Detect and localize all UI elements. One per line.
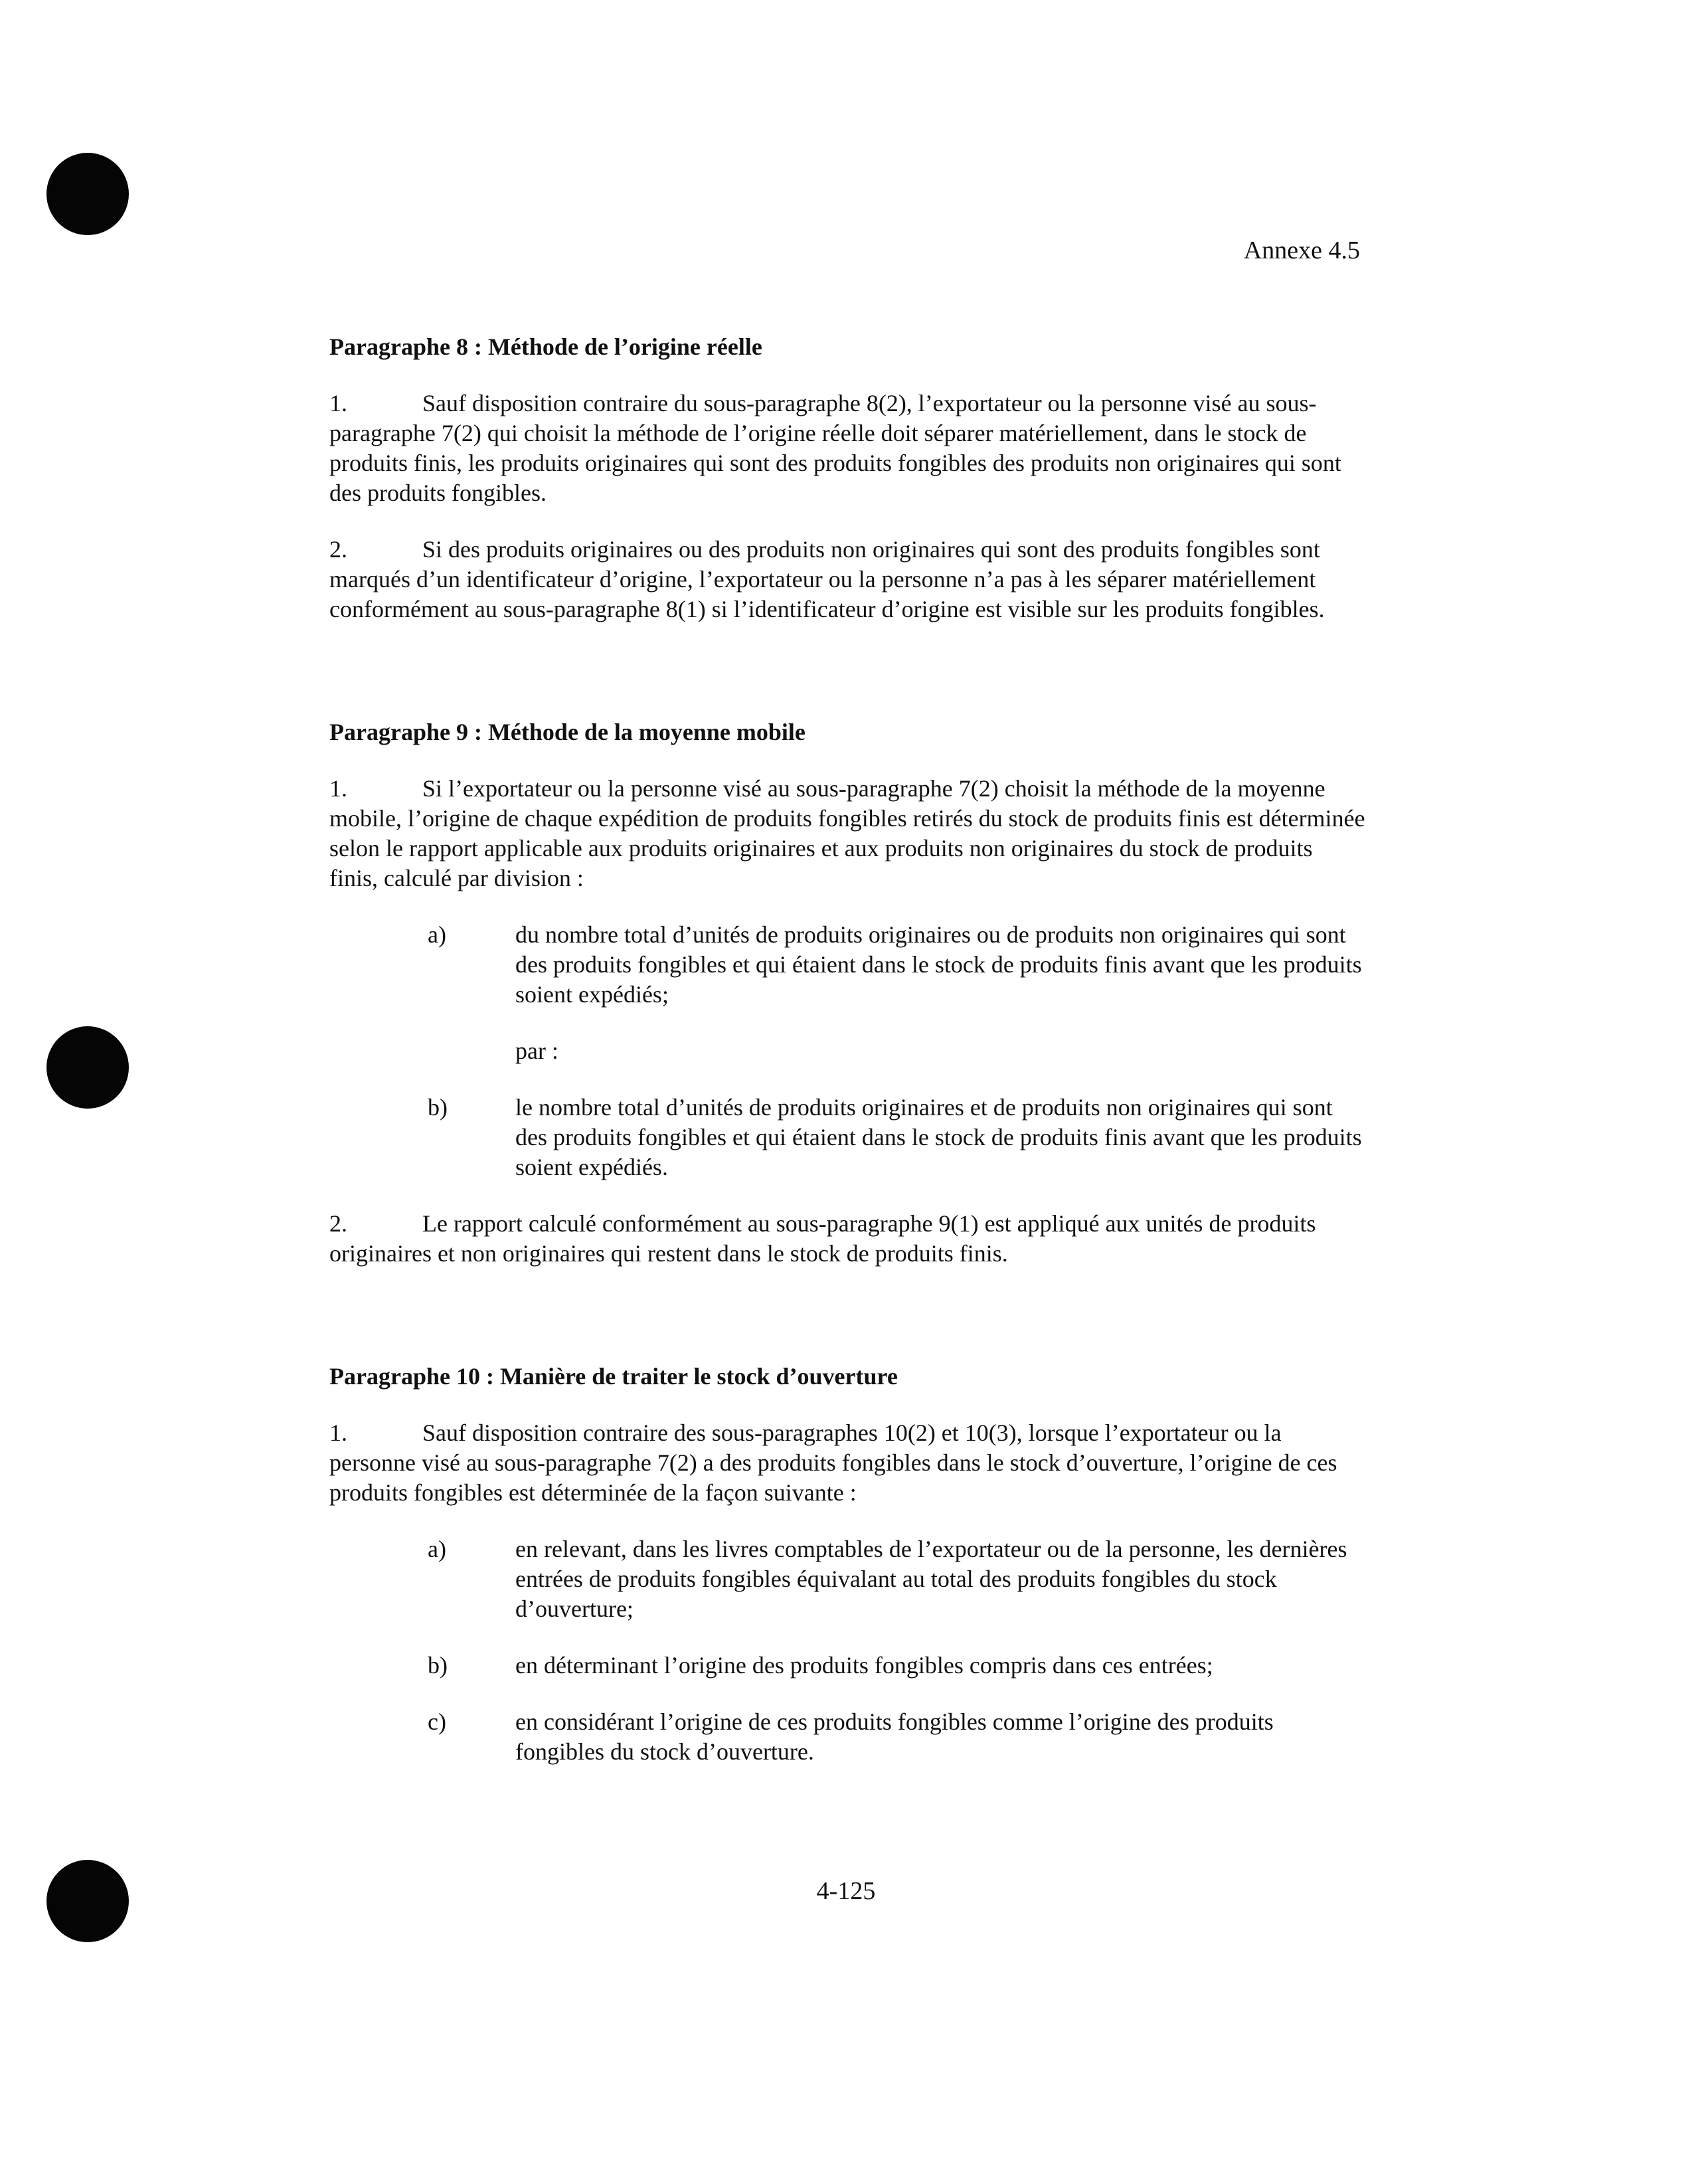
punch-hole-top xyxy=(46,153,129,235)
paragraph-number: 1. xyxy=(329,1419,347,1446)
list-item-10a xyxy=(329,1534,1365,1624)
list-item-10b xyxy=(329,1651,1365,1681)
page-number: 4-125 xyxy=(816,1877,876,1905)
item-label: a) xyxy=(428,921,446,948)
section-paragraphe-10 xyxy=(329,1362,1365,1767)
section-spacer xyxy=(329,1295,1365,1362)
section-title: Paragraphe 10 : Manière de traiter le stock d’ouverture xyxy=(329,1363,898,1390)
paragraph-text: Sauf disposition contraire des sous-paragraphes 10(2) et 10(3), lorsque l’exportateur ou la personne visé au sous-paragraphe 7(2) a des produits fongibles dans le stock d’ouverture, l’origine de ces produits fongibles est déterminée de la façon suivante : xyxy=(329,1419,1337,1506)
item-label: b) xyxy=(428,1094,448,1121)
section-spacer xyxy=(329,651,1365,717)
item-text: du nombre total d’unités de produits originaires ou de produits non originaires qui sont des produits fongibles et qui étaient dans le stock de produits finis avant que les produits soient expédiés; xyxy=(515,921,1362,1008)
connector-text: par : xyxy=(515,1038,558,1064)
annex-header: Annexe 4.5 xyxy=(1243,236,1360,264)
item-text: en déterminant l’origine des produits fongibles compris dans ces entrées; xyxy=(515,1652,1213,1679)
section-paragraphe-9 xyxy=(329,717,1365,1269)
paragraph-text: Le rapport calculé conformément au sous-paragraphe 9(1) est appliqué aux unités de produits originaires et non originaires qui restent dans le stock de produits finis. xyxy=(329,1210,1316,1267)
paragraph-number: 1. xyxy=(329,775,347,802)
item-text: en relevant, dans les livres comptables de l’exportateur ou de la personne, les dernières entrées de produits fongibles équivalant au total des produits fongibles du stock d’ouverture; xyxy=(515,1536,1347,1622)
document-body xyxy=(329,332,1365,1793)
list-item-9b xyxy=(329,1093,1365,1182)
paragraph-number: 1. xyxy=(329,390,347,416)
punch-hole-middle xyxy=(46,1026,129,1109)
paragraph-text: Si des produits originaires ou des produits non originaires qui sont des produits fongibles sont marqués d’un identificateur d’origine, l’exportateur ou la personne n’a pas à les séparer matériellement conformément au sous-paragraphe 8(1) si l’identificateur d’origine est visible sur les produits fongibles. xyxy=(329,536,1325,622)
item-label: b) xyxy=(428,1652,448,1679)
item-text: le nombre total d’unités de produits originaires et de produits non originaires qui sont des produits fongibles et qui étaient dans le stock de produits finis avant que les produits soient expédiés. xyxy=(515,1094,1362,1180)
section-paragraphe-8 xyxy=(329,332,1365,624)
paragraph-number: 2. xyxy=(329,536,347,563)
paragraph-8-2 xyxy=(329,535,1365,624)
section-title: Paragraphe 8 : Méthode de l’origine réelle xyxy=(329,333,762,360)
paragraph-8-1 xyxy=(329,389,1365,508)
item-label: a) xyxy=(428,1536,446,1562)
paragraph-10-1 xyxy=(329,1418,1365,1508)
section-title: Paragraphe 9 : Méthode de la moyenne mobile xyxy=(329,719,805,745)
item-text: en considérant l’origine de ces produits fongibles comme l’origine des produits fongibles du stock d’ouverture. xyxy=(515,1708,1274,1765)
paragraph-9-1 xyxy=(329,774,1365,893)
paragraph-text: Sauf disposition contraire du sous-paragraphe 8(2), l’exportateur ou la personne visé au sous-paragraphe 7(2) qui choisit la méthode de l’origine réelle doit séparer matériellement, dans le stock de produits finis, les produits originaires qui sont des produits fongibles des produits non originaires qui sont des produits fongibles. xyxy=(329,390,1341,506)
list-item-9a xyxy=(329,920,1365,1010)
paragraph-text: Si l’exportateur ou la personne visé au sous-paragraphe 7(2) choisit la méthode de la moyenne mobile, l’origine de chaque expédition de produits fongibles retirés du stock de produits finis est déterminée selon le rapport applicable aux produits originaires et aux produits non originaires du stock de produits finis, calculé par division : xyxy=(329,775,1365,891)
paragraph-number: 2. xyxy=(329,1210,347,1237)
item-label: c) xyxy=(428,1708,446,1735)
paragraph-9-2 xyxy=(329,1209,1365,1269)
list-item-10c xyxy=(329,1707,1365,1767)
